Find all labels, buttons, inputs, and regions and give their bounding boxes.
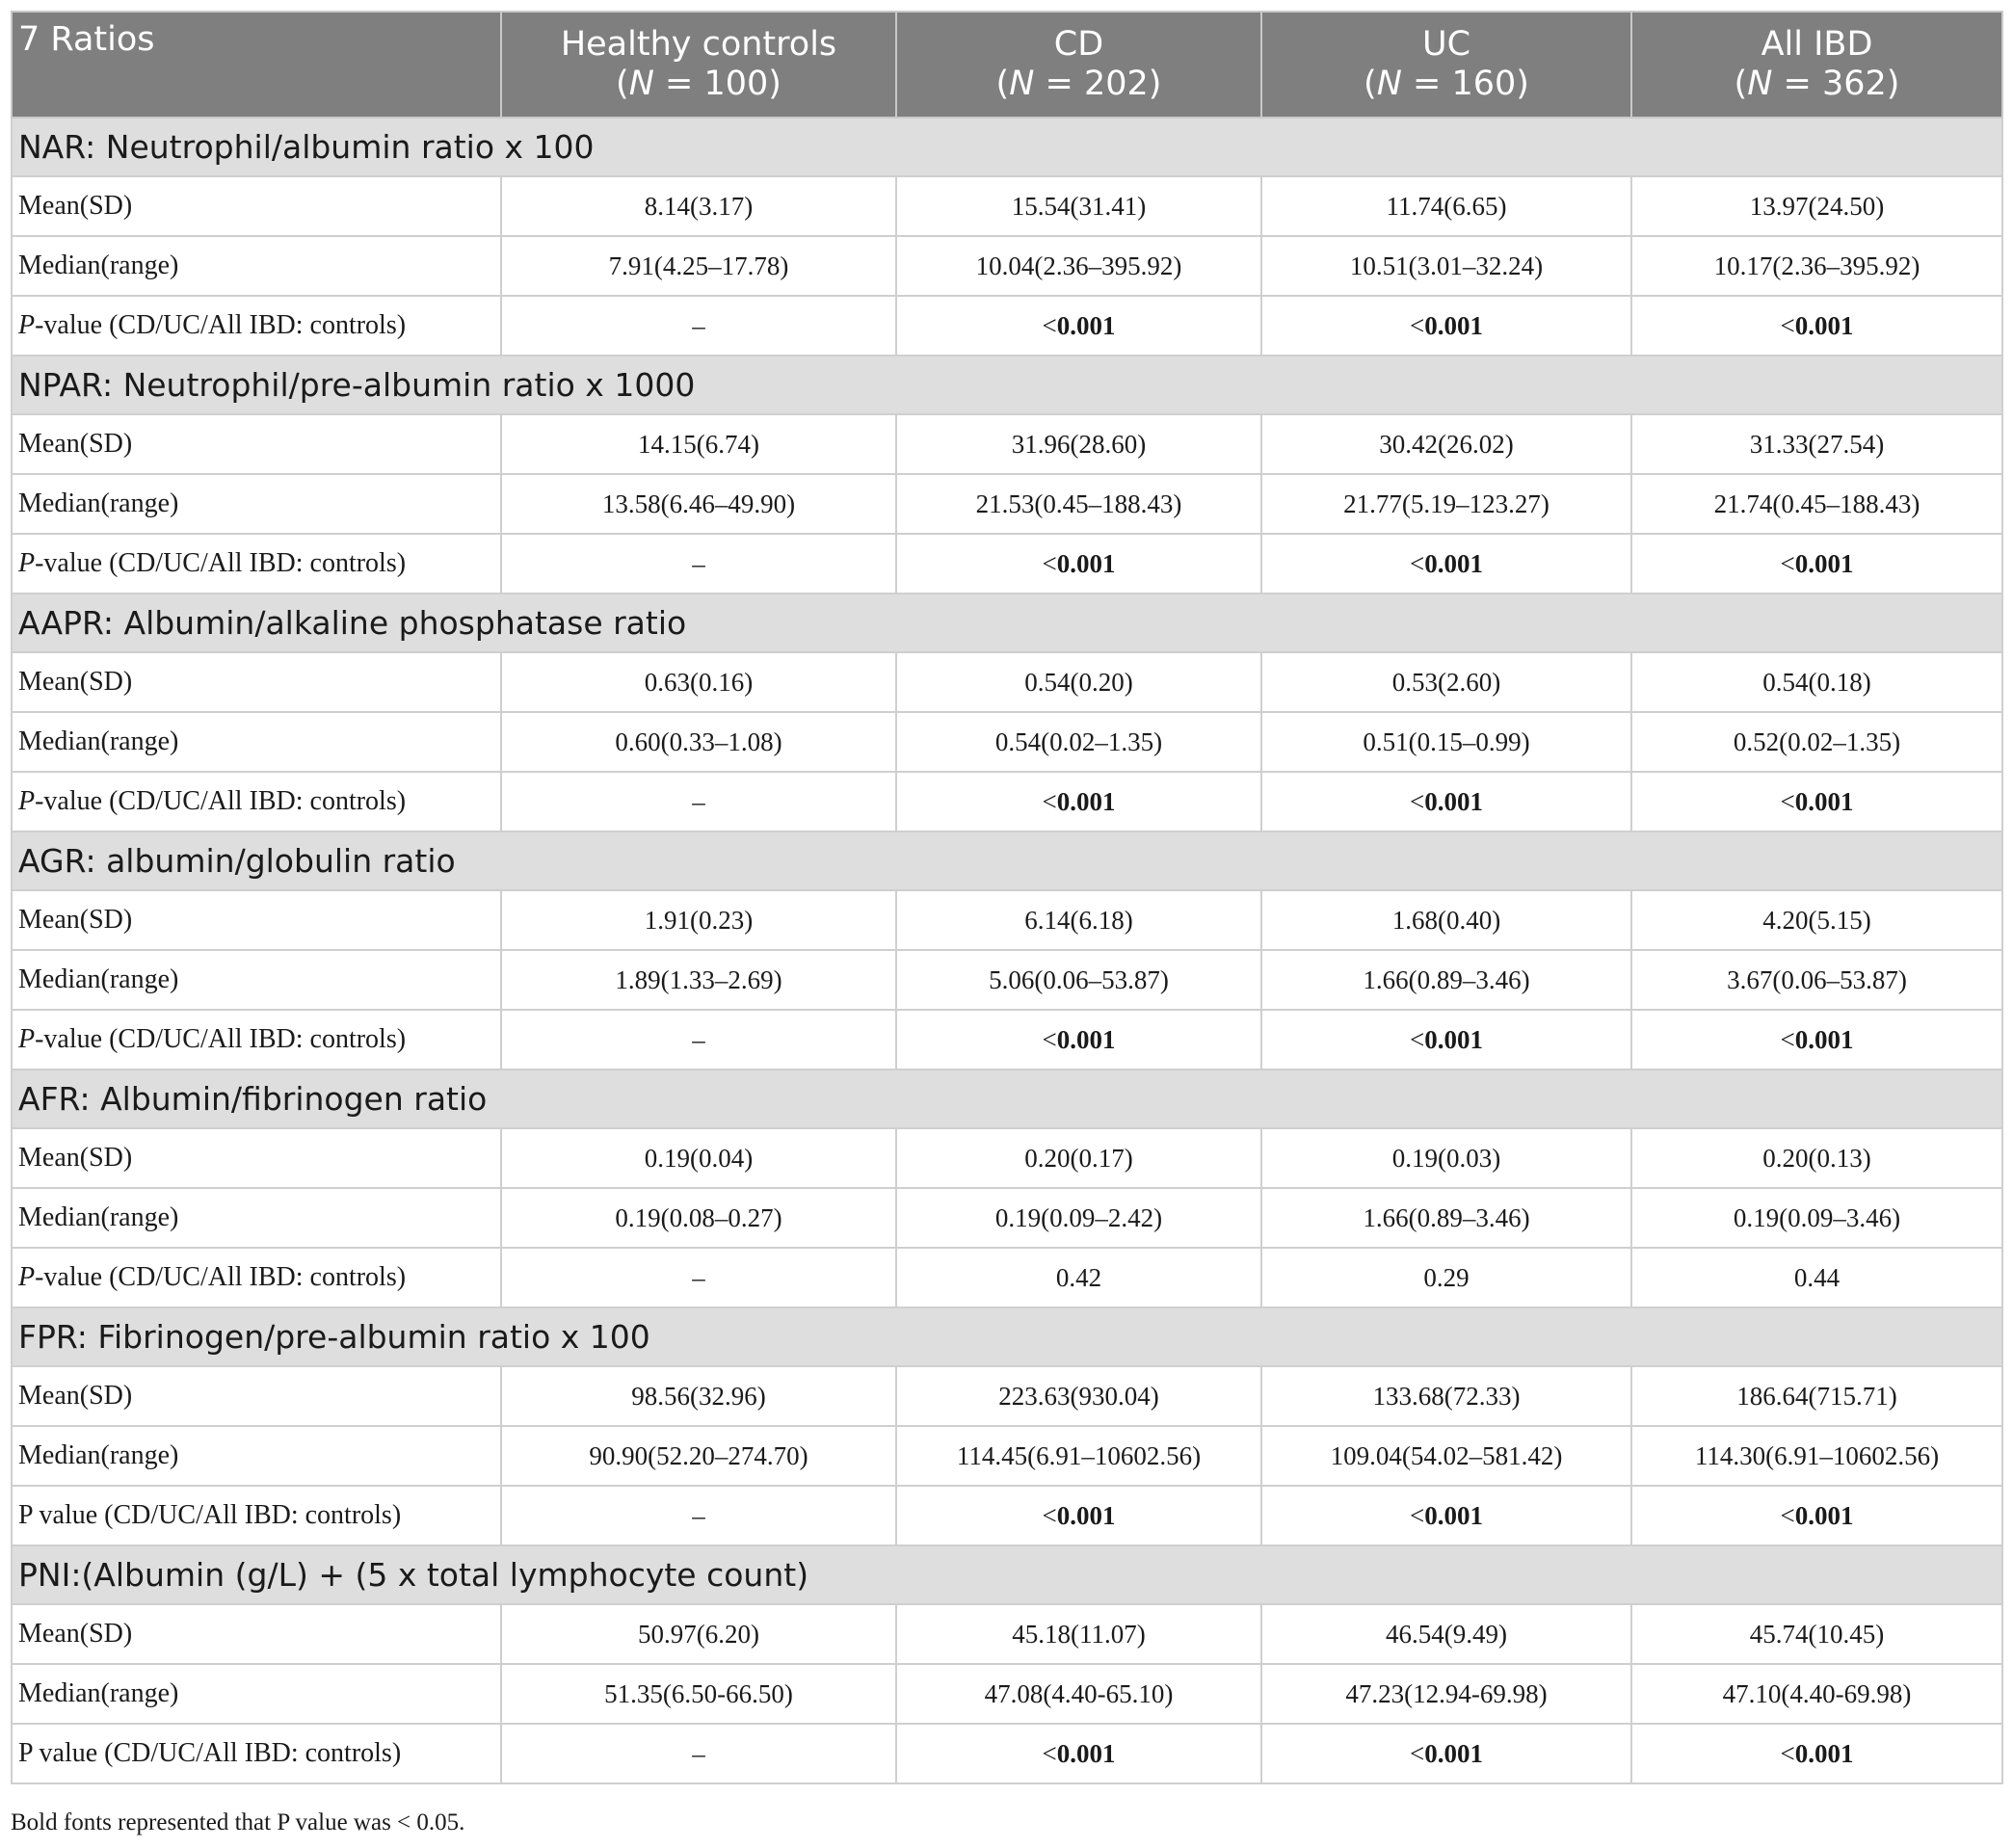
cell-value: 45.18(11.07)	[896, 1604, 1261, 1664]
table-row	[12, 1426, 2002, 1486]
table-row	[12, 1604, 2002, 1664]
section-header-row	[12, 118, 2002, 176]
row-label: Mean(SD)	[12, 1604, 501, 1664]
header-group-n: (N = 202)	[995, 65, 1162, 103]
cell-value: –	[501, 1010, 896, 1069]
cell-value: <0.001	[896, 296, 1261, 356]
cell-value: 133.68(72.33)	[1261, 1366, 1631, 1426]
cell-value: 47.23(12.94-69.98)	[1261, 1664, 1631, 1724]
table-row	[12, 712, 2002, 772]
cell-value: <0.001	[1631, 296, 2002, 356]
cell-value: 3.67(0.06–53.87)	[1631, 950, 2002, 1010]
row-label: P-value (CD/UC/All IBD: controls)	[12, 1010, 501, 1069]
section-header-row	[12, 832, 2002, 890]
cell-value: <0.001	[896, 1486, 1261, 1545]
header-group-n: (N = 160)	[1364, 65, 1529, 103]
section-title: AAPR: Albumin/alkaline phosphatase ratio	[12, 594, 2002, 652]
cell-value: 51.35(6.50-66.50)	[501, 1664, 896, 1724]
row-label: Mean(SD)	[12, 1366, 501, 1426]
cell-value: 0.63(0.16)	[501, 652, 896, 712]
table-row	[12, 1724, 2002, 1783]
cell-value: 6.14(6.18)	[896, 890, 1261, 950]
table-row	[12, 1188, 2002, 1248]
cell-value: <0.001	[1261, 534, 1631, 594]
cell-value: 47.08(4.40-65.10)	[896, 1664, 1261, 1724]
table-body	[12, 118, 2002, 1783]
cell-value: 31.96(28.60)	[896, 414, 1261, 474]
section-header-row	[12, 1069, 2002, 1128]
cell-value: 0.51(0.15–0.99)	[1261, 712, 1631, 772]
table-row	[12, 772, 2002, 832]
cell-value: 0.53(2.60)	[1261, 652, 1631, 712]
cell-value: 21.53(0.45–188.43)	[896, 474, 1261, 534]
cell-value: 0.19(0.08–0.27)	[501, 1188, 896, 1248]
row-label: Mean(SD)	[12, 414, 501, 474]
row-label: P value (CD/UC/All IBD: controls)	[12, 1486, 501, 1545]
header-ratios: 7 Ratios	[12, 12, 501, 118]
cell-value: –	[501, 1724, 896, 1783]
cell-value: 98.56(32.96)	[501, 1366, 896, 1426]
cell-value: 0.19(0.09–3.46)	[1631, 1188, 2002, 1248]
row-label: Median(range)	[12, 1188, 501, 1248]
cell-value: 30.42(26.02)	[1261, 414, 1631, 474]
cell-value: –	[501, 1486, 896, 1545]
cell-value: 0.29	[1261, 1248, 1631, 1307]
cell-value: 0.54(0.02–1.35)	[896, 712, 1261, 772]
cell-value: 5.06(0.06–53.87)	[896, 950, 1261, 1010]
cell-value: 114.30(6.91–10602.56)	[1631, 1426, 2002, 1486]
cell-value: <0.001	[1261, 1724, 1631, 1783]
cell-value: 0.20(0.13)	[1631, 1128, 2002, 1188]
row-label: P value (CD/UC/All IBD: controls)	[12, 1724, 501, 1783]
cell-value: 223.63(930.04)	[896, 1366, 1261, 1426]
row-label: Median(range)	[12, 236, 501, 296]
row-label: Median(range)	[12, 950, 501, 1010]
header-group-name: CD	[1053, 25, 1104, 64]
cell-value: –	[501, 534, 896, 594]
cell-value: 0.19(0.09–2.42)	[896, 1188, 1261, 1248]
cell-value: 0.54(0.20)	[896, 652, 1261, 712]
row-label: Mean(SD)	[12, 176, 501, 236]
cell-value: 1.66(0.89–3.46)	[1261, 1188, 1631, 1248]
cell-value: <0.001	[1631, 534, 2002, 594]
cell-value: <0.001	[896, 772, 1261, 832]
table-row	[12, 296, 2002, 356]
cell-value: 0.20(0.17)	[896, 1128, 1261, 1188]
cell-value: 1.68(0.40)	[1261, 890, 1631, 950]
cell-value: –	[501, 296, 896, 356]
cell-value: 14.15(6.74)	[501, 414, 896, 474]
ratios-table-container	[11, 11, 2001, 1784]
section-header-row	[12, 594, 2002, 652]
header-group-n: (N = 362)	[1734, 65, 1900, 103]
cell-value: 4.20(5.15)	[1631, 890, 2002, 950]
cell-value: <0.001	[1261, 772, 1631, 832]
cell-value: 10.04(2.36–395.92)	[896, 236, 1261, 296]
cell-value: 1.66(0.89–3.46)	[1261, 950, 1631, 1010]
cell-value: 114.45(6.91–10602.56)	[896, 1426, 1261, 1486]
row-label: Median(range)	[12, 1664, 501, 1724]
cell-value: <0.001	[896, 1010, 1261, 1069]
cell-value: 1.91(0.23)	[501, 890, 896, 950]
cell-value: 186.64(715.71)	[1631, 1366, 2002, 1426]
table-row	[12, 236, 2002, 296]
table-footnote: Bold fonts represented that P value was < 0.05.	[11, 1809, 465, 1835]
table-row	[12, 1486, 2002, 1545]
header-uc	[1261, 12, 1631, 118]
cell-value: <0.001	[1631, 1486, 2002, 1545]
cell-value: <0.001	[1261, 1486, 1631, 1545]
cell-value: 21.77(5.19–123.27)	[1261, 474, 1631, 534]
cell-value: 45.74(10.45)	[1631, 1604, 2002, 1664]
section-header-row	[12, 1307, 2002, 1366]
cell-value: <0.001	[1631, 772, 2002, 832]
cell-value: <0.001	[1631, 1010, 2002, 1069]
section-title: NAR: Neutrophil/albumin ratio x 100	[12, 118, 2002, 176]
row-label: Median(range)	[12, 474, 501, 534]
table-row	[12, 1366, 2002, 1426]
cell-value: 21.74(0.45–188.43)	[1631, 474, 2002, 534]
row-label: Mean(SD)	[12, 890, 501, 950]
row-label: P-value (CD/UC/All IBD: controls)	[12, 772, 501, 832]
row-label: Median(range)	[12, 712, 501, 772]
cell-value: <0.001	[896, 1724, 1261, 1783]
cell-value: 15.54(31.41)	[896, 176, 1261, 236]
table-row	[12, 534, 2002, 594]
cell-value: 1.89(1.33–2.69)	[501, 950, 896, 1010]
cell-value: 0.44	[1631, 1248, 2002, 1307]
ratios-table	[11, 11, 2003, 1784]
cell-value: 31.33(27.54)	[1631, 414, 2002, 474]
cell-value: 0.60(0.33–1.08)	[501, 712, 896, 772]
section-title: PNI:(Albumin (g/L) + (5 x total lymphocyte count)	[12, 1545, 2002, 1604]
table-row	[12, 176, 2002, 236]
table-row	[12, 1128, 2002, 1188]
table-row	[12, 950, 2002, 1010]
cell-value: 10.51(3.01–32.24)	[1261, 236, 1631, 296]
header-cd	[896, 12, 1261, 118]
cell-value: 11.74(6.65)	[1261, 176, 1631, 236]
table-row	[12, 1664, 2002, 1724]
header-group-n: (N = 100)	[616, 65, 781, 103]
section-title: NPAR: Neutrophil/pre-albumin ratio x 1000	[12, 356, 2002, 414]
header-group-name: Healthy controls	[560, 25, 837, 64]
table-row	[12, 1010, 2002, 1069]
cell-value: 47.10(4.40-69.98)	[1631, 1664, 2002, 1724]
cell-value: 0.19(0.04)	[501, 1128, 896, 1188]
section-title: FPR: Fibrinogen/pre-albumin ratio x 100	[12, 1307, 2002, 1366]
section-header-row	[12, 1545, 2002, 1604]
section-title: AGR: albumin/globulin ratio	[12, 832, 2002, 890]
cell-value: 0.52(0.02–1.35)	[1631, 712, 2002, 772]
cell-value: <0.001	[1261, 296, 1631, 356]
header-all-ibd	[1631, 12, 2002, 118]
table-row	[12, 1248, 2002, 1307]
row-label: Median(range)	[12, 1426, 501, 1486]
cell-value: 10.17(2.36–395.92)	[1631, 236, 2002, 296]
cell-value: 46.54(9.49)	[1261, 1604, 1631, 1664]
section-title: AFR: Albumin/fibrinogen ratio	[12, 1069, 2002, 1128]
header-healthy-controls	[501, 12, 896, 118]
cell-value: <0.001	[1631, 1724, 2002, 1783]
cell-value: –	[501, 1248, 896, 1307]
table-row	[12, 652, 2002, 712]
cell-value: –	[501, 772, 896, 832]
table-row	[12, 890, 2002, 950]
row-label: Mean(SD)	[12, 1128, 501, 1188]
table-row	[12, 474, 2002, 534]
cell-value: 13.97(24.50)	[1631, 176, 2002, 236]
cell-value: 13.58(6.46–49.90)	[501, 474, 896, 534]
row-label: P-value (CD/UC/All IBD: controls)	[12, 1248, 501, 1307]
header-group-name: All IBD	[1761, 25, 1873, 64]
table-header-row	[12, 12, 2002, 118]
row-label: P-value (CD/UC/All IBD: controls)	[12, 296, 501, 356]
cell-value: 90.90(52.20–274.70)	[501, 1426, 896, 1486]
cell-value: <0.001	[1261, 1010, 1631, 1069]
cell-value: 109.04(54.02–581.42)	[1261, 1426, 1631, 1486]
cell-value: 0.42	[896, 1248, 1261, 1307]
row-label: Mean(SD)	[12, 652, 501, 712]
cell-value: 50.97(6.20)	[501, 1604, 896, 1664]
row-label: P-value (CD/UC/All IBD: controls)	[12, 534, 501, 594]
cell-value: 0.54(0.18)	[1631, 652, 2002, 712]
cell-value: <0.001	[896, 534, 1261, 594]
header-group-name: UC	[1421, 25, 1471, 64]
cell-value: 0.19(0.03)	[1261, 1128, 1631, 1188]
cell-value: 8.14(3.17)	[501, 176, 896, 236]
section-header-row	[12, 356, 2002, 414]
table-row	[12, 414, 2002, 474]
cell-value: 7.91(4.25–17.78)	[501, 236, 896, 296]
